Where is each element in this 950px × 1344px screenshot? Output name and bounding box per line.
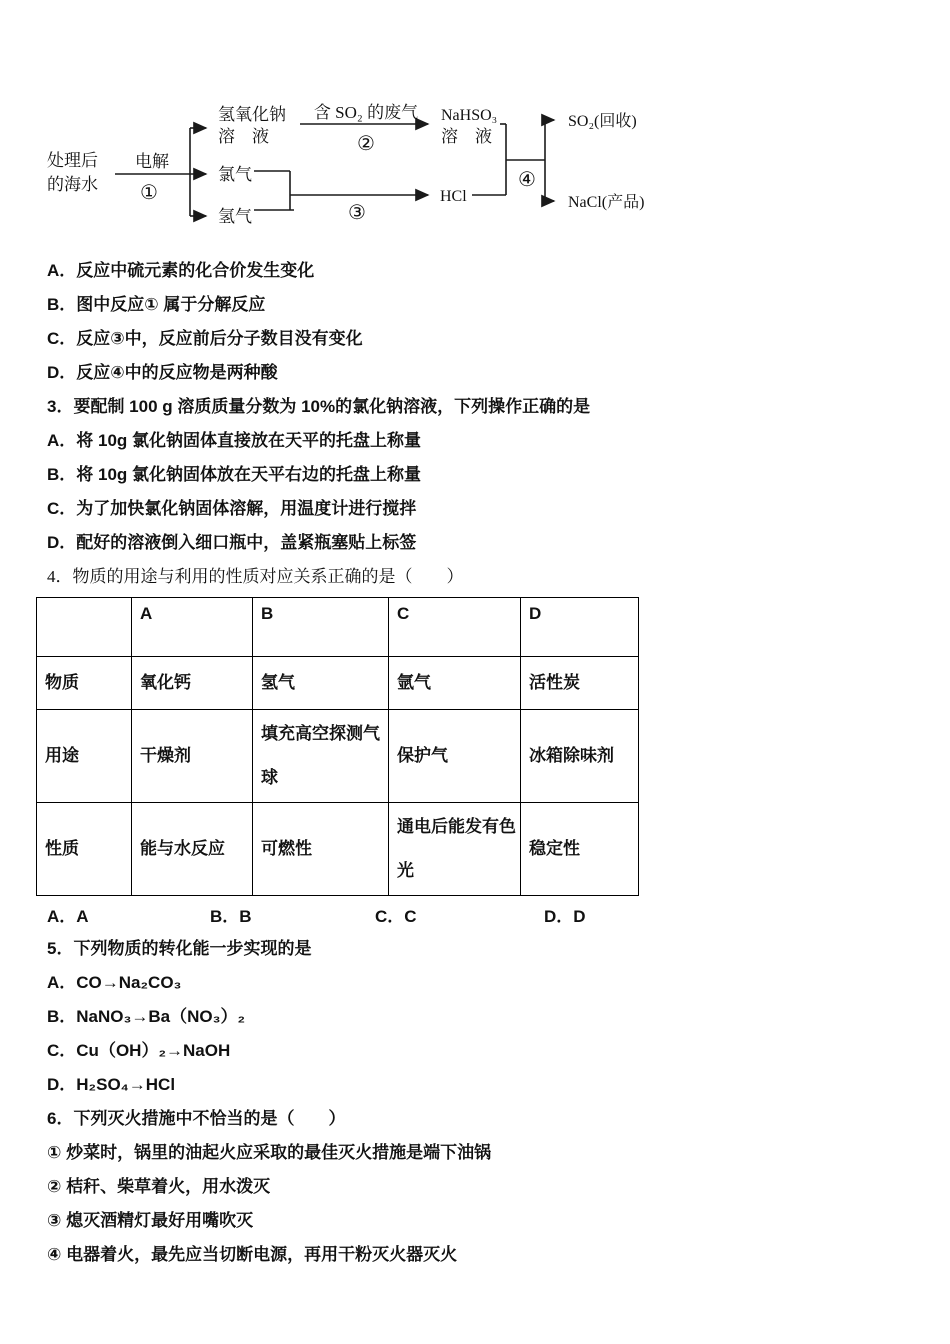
flowchart-label-electrolysis: 电解 [135,152,169,171]
q6-stem: 6．下列灭火措施中不恰当的是（ ） [47,1109,346,1128]
q6-item-2: ② 桔秆、柴草着火，用水泼灭 [47,1177,271,1196]
flowchart-node-hydrogen: 氢气 [218,207,252,226]
q5-option-a: A．CO→Na₂CO₃ [47,973,182,992]
table-cell: 填充高空探测气球 [253,710,389,803]
table-cell: 可燃性 [253,803,389,896]
table-cell: 氧化钙 [132,657,253,710]
q3-option-c: C．为了加快氯化钠固体溶解，用温度计进行搅拌 [47,499,417,518]
flowchart-node-seawater-line1: 处理后 [47,151,98,170]
flowchart-node-nahso3-line2: 溶 液 [441,127,492,146]
table-row-property [37,803,639,896]
table-cell: 保护气 [389,710,521,803]
table-cell: 氢气 [253,657,389,710]
q2-option-a: A．反应中硫元素的化合价发生变化 [47,261,315,280]
q3-option-a: A．将 10g 氯化钠固体直接放在天平的托盘上称量 [47,431,422,450]
q4-answer-a: A．A [47,907,89,926]
q6-item-4: ④ 电器着火，最先应当切断电源，再用干粉灭火器灭火 [47,1245,458,1264]
flowchart-node-so2-recovered: SO₂(回收) [568,113,637,130]
q5-option-b: B．NaNO₃→Ba（NO₃）₂ [47,1007,246,1026]
table-cell: 通电后能发有色光 [389,803,521,896]
q2-option-d: D．反应④中的反应物是两种酸 [47,363,278,382]
table-cell: 冰箱除味剂 [521,710,639,803]
q6-item-3: ③ 熄灭酒精灯最好用嘴吹灭 [47,1211,254,1230]
table-cell: 氩气 [389,657,521,710]
q4-stem: 4．物质的用途与利用的性质对应关系正确的是（ ） [47,567,464,586]
table-row-substance [37,657,639,710]
table-cell: 用途 [37,710,132,803]
q5-option-d: D．H₂SO₄→HCl [47,1075,176,1094]
q3-option-b: B．将 10g 氯化钠固体放在天平右边的托盘上称量 [47,465,422,484]
flowchart-node-hcl: HCl [440,188,467,205]
table-cell: 活性炭 [521,657,639,710]
table-header-cell: A [132,598,253,657]
flowchart-node-nahso3-line1: NaHSO₃ [441,107,498,124]
table-cell: 性质 [37,803,132,896]
table-header-cell: D [521,598,639,657]
q2-option-b: B．图中反应① 属于分解反应 [47,295,266,314]
flowchart-node-seawater-line2: 的海水 [47,175,98,194]
q4-answer-c: C．C [375,907,417,926]
table-header-cell [37,598,132,657]
q4-answer-d: D．D [544,907,586,926]
table-cell: 物质 [37,657,132,710]
q2-option-c: C．反应③中，反应前后分子数目没有变化 [47,329,363,348]
q6-item-1: ① 炒菜时，锅里的油起火应采取的最佳灭火措施是端下油锅 [47,1143,492,1162]
spacer [0,242,950,254]
flowchart-node-naoh-line1: 氢氧化钠 [218,105,286,124]
table-cell: 稳定性 [521,803,639,896]
q4-answer-row [0,902,950,932]
table-header-cell: C [389,598,521,657]
flowchart-label-so2-waste-gas: 含 SO₂ 的废气 [313,103,419,122]
table-cell: 能与水反应 [132,803,253,896]
flowchart-node-naoh-line2: 溶 液 [218,127,269,146]
flowchart-step4-label: ④ [518,169,536,191]
table-cell: 干燥剂 [132,710,253,803]
table-row-use [37,710,639,803]
flowchart-step2-label: ② [357,133,375,155]
q5-stem: 5．下列物质的转化能一步实现的是 [47,939,312,958]
q5-option-c: C．Cu（OH）₂→NaOH [47,1041,231,1060]
table-header-cell: B [253,598,389,657]
flowchart-step3-label: ③ [348,202,366,224]
reaction-flowchart [30,92,695,242]
flowchart-node-nacl-product: NaCl(产品) [568,194,645,211]
q4-table [36,597,639,896]
q4-answer-b: B．B [210,907,252,926]
q3-stem: 3．要配制 100 g 溶质质量分数为 10%的氯化钠溶液，下列操作正确的是 [47,397,591,416]
flowchart-step1-label: ① [140,182,158,204]
table-header-row [37,598,639,657]
q3-option-d: D．配好的溶液倒入细口瓶中，盖紧瓶塞贴上标签 [47,533,417,552]
flowchart-node-chlorine: 氯气 [218,165,252,184]
